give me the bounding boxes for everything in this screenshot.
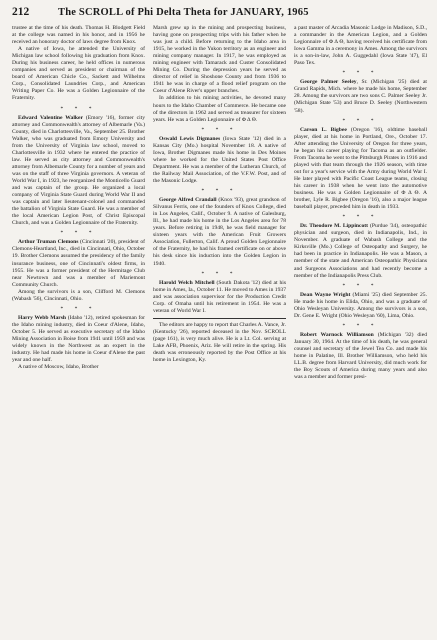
paragraph-text: (Idaho '12), retired spokesman for the Idaho mining industry, died in Coeur d'Alene, Idaho, October 5. He served as executive secretary of the Idaho Mining Association in Boise from 1941 until 1959 and was widely known in the Northwest as an expert in the industry. He had made his home in Coeur d'Alene the past year and one half. bbox=[12, 314, 145, 364]
paragraph-text: (Knox '93), great grandson of Silvanus Ferris, one of the founders of Knox College, died in Los Angeles, Calif., October 9. A native of Galesburg, Ill., he had made his home in the Los Angeles area for 78 years. Before retiring in 1948, he was field manager for sixteen years with the American Fruit Growers Association, Fullerton, Calif. A proud Golden Legionnaire of the Fraternity, he had his framed certificate on or above his desk since his induction into the Golden Legion in 1940. bbox=[153, 197, 286, 267]
paragraph-text: (Oregon '16), oldtime baseball player, died at his home in Portland, Ore., October 17. After attending the University of Oregon for three years, he began his career playing for Tacoma as an outfielder. From Tacoma he went to the Pittsburgh Pirates in 1916 and played with that team through the 1926 season, with time out for a year's service with the Army during World War I. He later played with Pacific Coast League teams, closing his career in 1938 when he went into the automotive business. He was a Golden Legionnaire of Φ Δ Θ. A brother, Lyle R. Bigbee (Oregon '16), also a major league baseball player, preceded him in death in 1933. bbox=[294, 126, 427, 211]
obituary-name: Dean Wayne Wright bbox=[300, 291, 351, 298]
paragraph-text: The editors are happy to report that Charles A. Vance, Jr. (Kentucky '26), reported deceased in the Nov. SCROLL (page 161), is very much alive. He is a Lt. Col. serving at Lake AFB, Phoenix, Ariz. He will retire in the spring. His death was erroneously reported by the Post Office at his home in Lexington, Ky. bbox=[153, 321, 286, 364]
paragraph-text: (Emory '16), former city attorney and Commonwealth's attorney of Albemarle (Va.) County, died in Charlottesville, Va., September 25. Brother Walker, who was graduated from Emory University and from the University of Virginia law school, moved to Charlottesville in 1932 where he entered the practice of law. He served as city attorney and Commonwealth's attorney from Albemarle County for a number of years and was on the staff of three Virginia governors. A veteran of World War I, in 1923, he reorganized the Monticello Guard and was captain of the group. He organized a local company of Virginia State Guard during World War II and was captain and later lieutenant-colonel and commanded the battalion of Virginia State Guard. He was a member of the local American Legion Post, of Christ Episcopal Church, and was a Golden Legionnaire of the Fraternity. bbox=[12, 114, 146, 227]
article-paragraph bbox=[153, 136, 286, 185]
paragraph-text: A native of Moscow, Idaho, Brother bbox=[18, 364, 99, 371]
article-paragraph bbox=[153, 280, 286, 315]
obituary-name: George Palmer Seeley bbox=[300, 79, 357, 86]
running-title: The SCROLL of Phi Delta Theta for JANUARY, 1965 bbox=[58, 7, 309, 18]
column-1 bbox=[12, 25, 145, 635]
section-divider: * * * bbox=[201, 188, 238, 195]
article-paragraph bbox=[12, 239, 145, 288]
obituary-name: Harold Welch Mitchell bbox=[159, 279, 215, 286]
article-paragraph bbox=[153, 95, 286, 123]
article-paragraph bbox=[153, 322, 286, 364]
section-divider: * * * bbox=[342, 282, 379, 289]
article-paragraph bbox=[294, 127, 427, 212]
paragraph-text: A native of Iowa, he attended the University of Michigan law school following his graduation from Knox. During his business career, he held offices in numerous companies and served as president or chairman of the board of American Chicle Co., Sackett and Wilhelms Corp., Consolidated Laundries Corp., and American Writing Paper Co. He was a Golden Legionnaire of the Fraternity. bbox=[12, 46, 145, 102]
page-number: 212 bbox=[12, 6, 30, 18]
obituary-name: Arthur Truman Clemons bbox=[18, 239, 79, 246]
paragraph-text: In addition to his mining activities, he devoted many hours to the Idaho Chamber of Commerce. He became one of the directors in 1962 and served as treasurer for sixteen years. He was a Golden Legionnaire of Φ Δ Θ. bbox=[153, 95, 286, 123]
article-paragraph bbox=[12, 364, 145, 371]
article-paragraph bbox=[294, 25, 427, 67]
paragraph-text: , Sr. (Michigan '25) died at Grand Rapids, Mich. where he made his home, September 28. Among the survivors are two sons C. Palmer Seeley Jr. (Michigan State '53) and Bruce D. Seeley (Northwestern '58). bbox=[294, 79, 427, 114]
paragraph-text: (Purdue '34), osteopathic physician and surgeon, died in Indianapolis, Ind., in November. A graduate of Wabash College and the Kirksville (Mo.) College of Osteopathy and Surgery, he had been in practice in Indianapolis. He was a Mason, a member of the state and American Osteopathic Physicians and Surgeons Associations and had recently become a member of the Indianapolis Press Club. bbox=[294, 223, 427, 279]
paragraph-text: (Michigan '32) died January 30, 1964. At the time of his death, he was general counsel and secretary of the Jewel Tea Co. and made his home in Palatine, Ill. Brother Williamson, who held his LL.B. degree from Harvard University, did much work for the Boy Scouts of America during many years and also was a member and former presi- bbox=[294, 331, 427, 381]
article-paragraph bbox=[12, 315, 145, 364]
article-paragraph bbox=[294, 79, 427, 114]
paragraph-text: trustee at the time of his death. Thomas H. Blodgett Field at the college was named in his honor, and in 1956 he received an honorary doctor of laws degree from Knox. bbox=[12, 25, 145, 46]
obituary-name: George Alfred Crandall bbox=[159, 197, 217, 204]
obituary-name: Dr. Theodore M. Lippincott bbox=[300, 223, 368, 230]
column-2 bbox=[153, 25, 286, 635]
paragraph-text: Among the survivors is a son, Clifford M. Clemons (Wabash '56), Cincinnati, Ohio. bbox=[12, 288, 145, 302]
paragraph-text: Marsh grew up in the mining and prospecting business, having gone on prospecting trips with his father when he was just a child. Before returning to the Idaho area in 1915, he worked in the Yukon territory as an engineer and mining company manager. In 1917, he was employed as mining engineer with Tamarack and Custer Consolidated Mining Co. During the depression years he served as director of relief in Shoshone County and from 1936 to 1941 he was in charge of a flood relief program on the Coeur d'Alene River's upper branches. bbox=[153, 25, 286, 95]
obituary-name: Harry Webb Marsh bbox=[18, 314, 67, 321]
section-divider: * * * bbox=[342, 214, 379, 221]
column-3 bbox=[294, 25, 427, 635]
article-paragraph bbox=[294, 332, 427, 381]
section-divider: * * * bbox=[60, 305, 97, 312]
obituary-name: Oswald Lewis Digmanes bbox=[159, 135, 221, 142]
paragraph-text: (Cincinnati '20), president of Clemons-Heartland, Inc., died in Cincinnati, Ohio, October 19. Brother Clemons assumed the presidency of the family insurance business, one of Cincinnati's oldest firms, in 1955. He was a former president of the Hermitage Club near Newtown and was a member of Mariemont Community Church. bbox=[12, 239, 145, 288]
page-header bbox=[12, 6, 427, 22]
obituary-name: Carson L. Bigbee bbox=[300, 126, 347, 133]
article-paragraph bbox=[12, 289, 145, 303]
paragraph-text: (Miami '25) died September 25. He made his home in Elida, Ohio, and was a graduate of Ohio Wesleyan University. Among the survivors is a son, Dr. Gene E. Wright (Ohio Wesleyan '60), Lima, Ohio. bbox=[294, 291, 427, 319]
paragraph-text: (Iowa State '12) died in a Kansas City (Mo.) hospital November 18. A native of Iowa, Brother Digmanes made his home in Des Moines where he worked for the United States Post Office Department. He was a member of the Lutheran Church, of the Railway Mail Association, of the V.F.W. Post, and of the Masonic Lodge. bbox=[153, 135, 286, 184]
obituary-name: Robert Warnock Williamson bbox=[300, 331, 374, 338]
paragraph-text: (South Dakota '12) died at his home in Ames, Ia., October 11. He moved to Ames in 1937 and was association supervisor for the Production Credit Corp. of Omaha until his retirement in 1954. He was a veteran of World War I. bbox=[153, 279, 287, 314]
article-paragraph bbox=[12, 25, 145, 46]
section-divider: * * * bbox=[60, 105, 97, 112]
article-paragraph bbox=[153, 197, 286, 267]
article-paragraph bbox=[294, 292, 427, 320]
section-divider: * * * bbox=[342, 322, 379, 329]
section-divider: * * * bbox=[342, 117, 379, 124]
section-divider: * * * bbox=[201, 126, 238, 133]
section-divider: * * * bbox=[60, 230, 97, 237]
section-divider: * * * bbox=[342, 70, 379, 77]
rule-divider bbox=[153, 318, 286, 319]
section-divider: * * * bbox=[201, 270, 238, 277]
paragraph-text: a past master of Arcadia Masonic Lodge in Madison, S.D., a commander in the American Legion, and a Golden Legionnaire of Φ Δ Θ, having received his certificate from Iowa Gamma in a ceremony in Ames. Among the survivors is a son-in-law, John A. Guggedahl (Iowa State '47), El Paso Tex. bbox=[294, 25, 427, 67]
article-paragraph bbox=[294, 223, 427, 279]
obituary-name: Edward Valentine Walker bbox=[18, 114, 83, 121]
article-columns bbox=[12, 25, 427, 635]
article-paragraph bbox=[12, 115, 145, 228]
article-paragraph bbox=[153, 25, 286, 95]
article-paragraph bbox=[12, 46, 145, 102]
